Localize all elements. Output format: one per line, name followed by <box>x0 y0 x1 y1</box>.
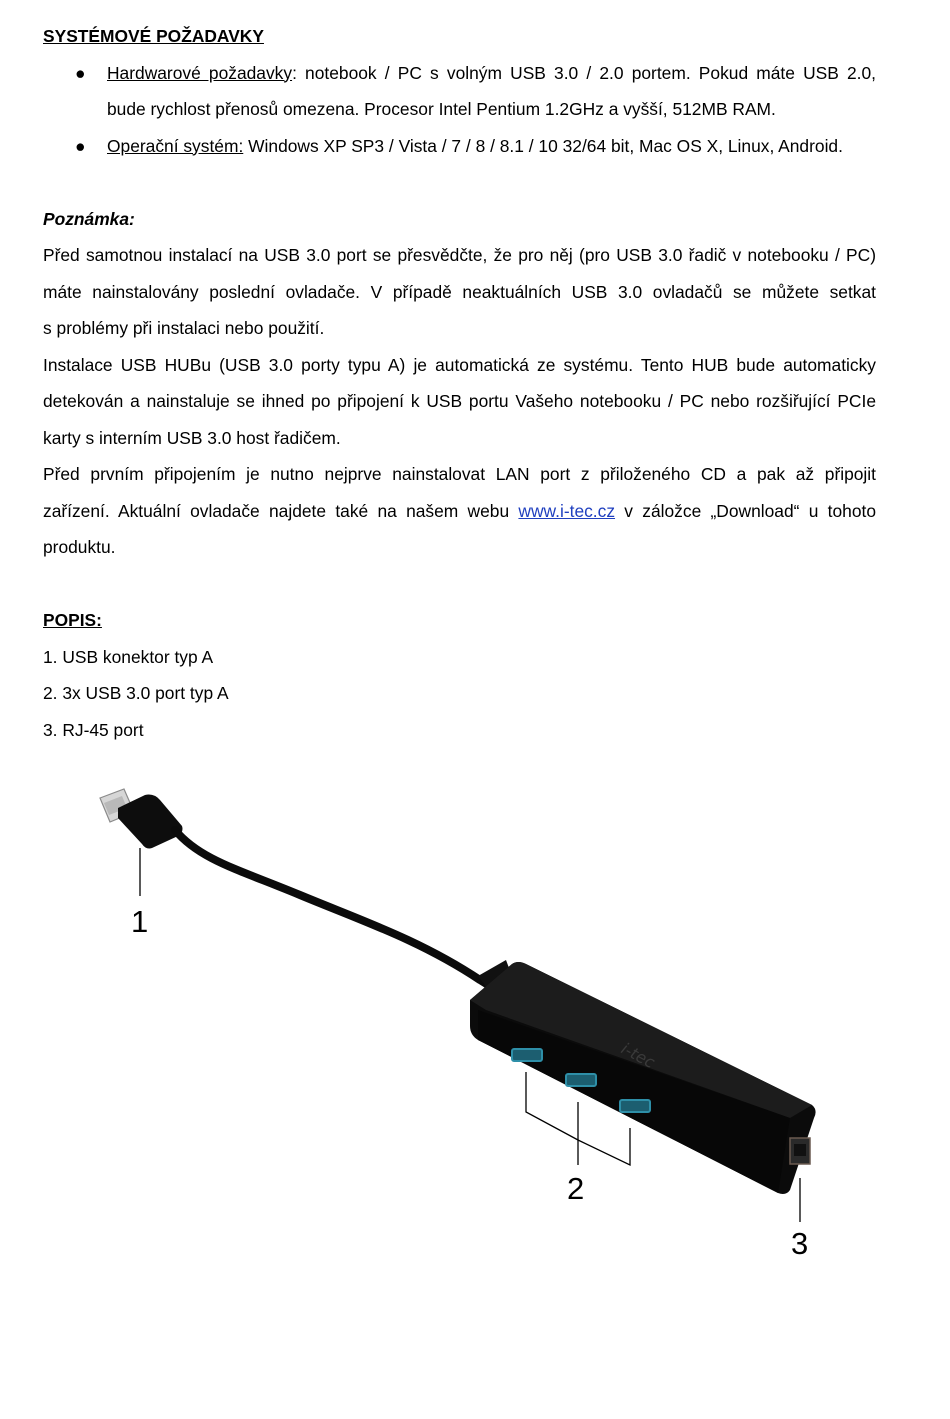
description-heading: POPIS: <box>43 610 102 630</box>
brand-logo: i-tec <box>618 1038 659 1073</box>
callout-3: 3 <box>791 1226 809 1261</box>
note-p3-line: Před prvním připojením je nutno nejprve nainstalovat LAN port z přiloženého CD a pak až připojit <box>43 464 876 484</box>
requirement-hardware-cont <box>43 91 876 128</box>
hardware-label: Hardwarové požadavky <box>107 62 293 83</box>
note-p3-line <box>43 493 876 530</box>
hardware-text-cont: bude rychlost přenosů omezena. Procesor Intel Pentium 1.2GHz a vyšší, 512MB RAM. <box>107 99 776 119</box>
usb-cable <box>175 830 500 994</box>
rj45-port <box>790 1138 810 1164</box>
hardware-text: : notebook / PC s volným USB 3.0 / 2.0 portem. Pokud máte USB 2.0, <box>292 62 877 83</box>
website-link[interactable]: www.i-tec.cz <box>518 500 616 521</box>
bullet-icon: ● <box>75 135 86 156</box>
callout-1: 1 <box>131 904 149 939</box>
note-heading: Poznámka: <box>43 208 135 229</box>
description-item: 3. RJ-45 port <box>43 719 144 740</box>
description-item: 2. 3x USB 3.0 port typ A <box>43 683 229 703</box>
note-p3-text: v záložce „Download“ u tohoto <box>615 500 876 521</box>
usb-port <box>512 1049 542 1061</box>
note-p1-line: máte nainstalovány poslední ovladače. V případě neaktuálních USB 3.0 ovladačů se můžete setkat <box>43 281 876 302</box>
note-p2-line: Instalace USB HUBu (USB 3.0 porty typu A) je automatická ze systému. Tento HUB bude automaticky <box>43 354 876 375</box>
note-p1-line: Před samotnou instalací na USB 3.0 port se přesvědčte, že pro něj (pro USB 3.0 řadič v notebooku / PC) <box>43 245 876 265</box>
note-p1-line: s problémy při instalaci nebo použití. <box>43 318 325 338</box>
hub-body <box>470 962 816 1194</box>
description-item: 1. USB konektor typ A <box>43 646 214 667</box>
usb-port <box>566 1074 596 1086</box>
os-text: Windows XP SP3 / Vista / 7 / 8 / 8.1 / 10 32/64 bit, Mac OS X, Linux, Android. <box>243 135 843 156</box>
bullet-icon: ● <box>75 62 86 83</box>
document-page <box>43 18 876 748</box>
note-p3-text: zařízení. Aktuální ovladače najdete také na našem webu <box>43 500 519 521</box>
requirements-heading: SYSTÉMOVÉ POŽADAVKY <box>43 26 264 46</box>
usb-connector <box>100 789 183 849</box>
usb-port <box>620 1100 650 1112</box>
note-p2-line: karty s interním USB 3.0 host řadičem. <box>43 427 341 448</box>
product-figure <box>0 760 950 1300</box>
note-p2-line: detekován a nainstaluje se ihned po připojení k USB portu Vašeho notebooku / PC nebo rozšiřující PCIe <box>43 391 876 411</box>
requirement-os <box>43 128 876 165</box>
callout-2: 2 <box>567 1171 585 1206</box>
os-label: Operační systém: <box>107 135 244 156</box>
note-p3-line: produktu. <box>43 537 116 557</box>
requirement-hardware <box>43 55 876 92</box>
